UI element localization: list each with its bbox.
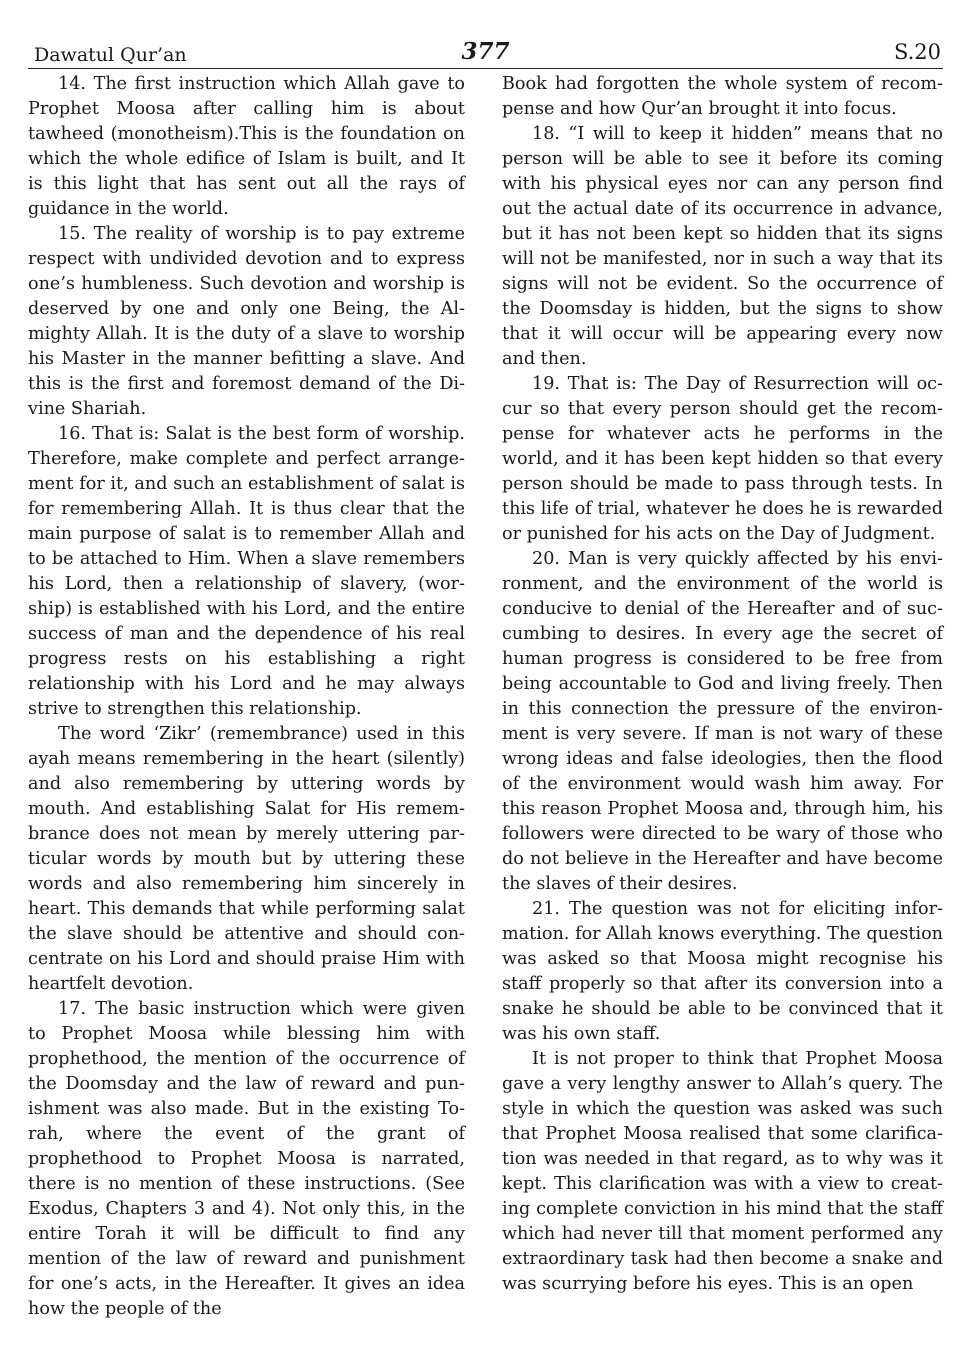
paragraph: 18. “I will to keep it hidden” means that no person will be able to see it before its coming with his physical eyes nor can any person find out the actual date of its occurrence in advance, but it has not been kept so hidden that its signs will not be manifested, nor in such a way that its signs will not be evident. So the occurrence of the Doomsday is hidden, but the signs to show that it will occur will be appearing every now and then. [502,124,943,369]
surah-label: S.20 [893,40,941,64]
left-column [28,72,465,1322]
book-title: Dawatul Qur’an [34,44,187,66]
paragraph: 20. Man is very quickly affected by his environment, and the environment of the world is conducive to denial of the Hereafter and of succumbing to desires. In every age the secret of human progress is considered to be free from being accountable to God and living freely. Then in this connection the pressure of the environment is very severe. If man is not wary of these wrong ideas and false ideologies, then the flood of the environment would wash him away. For this reason Prophet Moosa and, through him, his followers were directed to be wary of those who do not believe in the Hereafter and have become the slaves of their desires. [502,549,943,894]
paragraph: 16. That is: Salat is the best form of worship. Therefore, make complete and perfect arrangement for it, and such an establishment of salat is for remembering Allah. It is thus clear that the main purpose of salat is to remember Allah and to be attached to Him. When a slave remembers his Lord, then a relationship of slavery, (worship) is established with his Lord, and the entire success of man and the dependence of his real progress rests on his establishing a right relationship with his Lord and he may always strive to strengthen this relationship. [28,424,465,719]
paragraph: 17. The basic instruction which were given to Prophet Moosa while blessing him with prophethood, the mention of the occurrence of the Doomsday and the law of reward and punishment was also made. But in the existing Torah, where the event of the grant of prophethood to Prophet Moosa is narrated, there is no mention of these instructions. (See Exodus, Chapters 3 and 4). Not only this, in the entire Torah it will be difficult to find any mention of the law of reward and punishment for one’s acts, in the Hereafter. It gives an idea how the people of the [28,999,465,1319]
paragraph: 14. The first instruction which Allah gave to Prophet Moosa after calling him is about tawheed (monotheism).This is the foundation on which the whole edifice of Islam is built, and It is this light that has sent out all the rays of guidance in the world. [28,74,465,219]
paragraph: 21. The question was not for eliciting information. for Allah knows everything. The question was asked so that Moosa might recognise his staff properly so that after its conversion into a snake he should be able to be convinced that it was his own staff. [502,899,943,1044]
page-number: 377 [461,38,510,65]
paragraph: 19. That is: The Day of Resurrection will occur so that every person should get the recompense for whatever acts he performs in the world, and it has been kept hidden so that every person should be made to pass through tests. In this life of trial, whatever he does he is rewarded or punished for his acts on the Day of Judgment. [502,374,943,544]
running-header [28,38,943,69]
paragraph: 15. The reality of worship is to pay extreme respect with undivided devotion and to express one’s humbleness. Such devotion and worship is deserved by one and only one Being, the Almighty Allah. It is the duty of a slave to worship his Master in the manner befitting a slave. And this is the first and foremost demand of the Divine Shariah. [28,224,465,419]
paragraph: It is not proper to think that Prophet Moosa gave a very lengthy answer to Allah’s query. The style in which the question was asked was such that Prophet Moosa realised that some clarification was needed in that regard, as to why was it kept. This clarification was with a view to creating complete conviction in his mind that the staff which had never till that moment performed any extraordinary task had then become a snake and was scurrying before his eyes. This is an open [502,1049,943,1294]
paragraph-continued: Book had forgotten the whole system of recompense and how Qur’an brought it into focus. [502,74,943,119]
paragraph: The word ‘Zikr’ (remembrance) used in this ayah means remembering in the heart (silently) and also remembering by uttering words by mouth. And establishing Salat for His remembrance does not mean by merely uttering particular words by mouth but by uttering these words and also remembering him sincerely in heart. This demands that while performing salat the slave should be attentive and should concentrate on his Lord and should praise Him with heartfelt devotion. [28,724,465,994]
right-column [502,72,943,1297]
